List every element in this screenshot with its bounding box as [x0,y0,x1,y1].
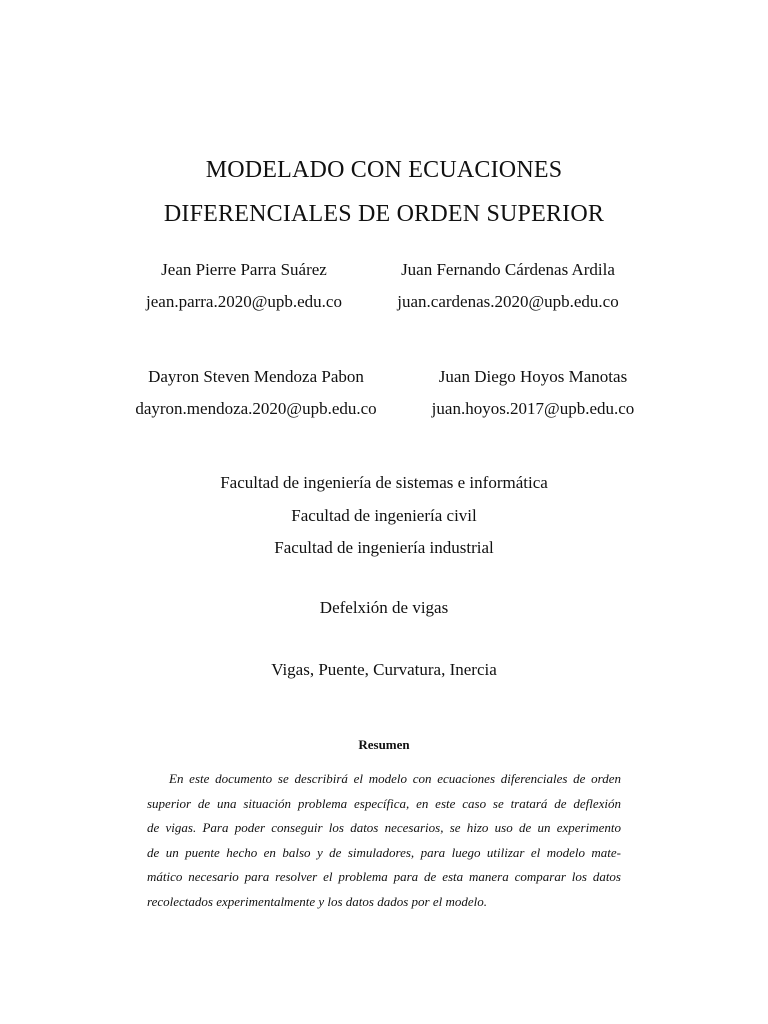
author-name: Juan Fernando Cárdenas Ardila [401,260,615,279]
affiliations [0,467,768,565]
author-email: juan.hoyos.2017@upb.edu.co [431,399,635,418]
author-email: dayron.mendoza.2020@upb.edu.co [135,399,377,418]
affiliation-line: Facultad de ingeniería civil [291,505,477,525]
abstract-body [147,767,621,914]
abstract-line: recolectados experimentalmente y los datos dados por el modelo. [147,893,487,909]
abstract-line: de un puente hecho en balso y de simuladores, para luego utilizar el modelo mate- [147,844,621,860]
paper-title [0,148,768,236]
author-block-3 [110,361,402,425]
author-block-2 [380,254,636,318]
author-email: jean.parra.2020@upb.edu.co [146,292,342,311]
affiliation-line: Facultad de ingeniería industrial [274,538,494,557]
title-line-2: DIFERENCIALES DE ORDEN SUPERIOR [163,201,605,227]
paper-keywords: Vigas, Puente, Curvatura, Inercia [271,660,497,679]
author-name: Dayron Steven Mendoza Pabon [148,367,364,386]
affiliation-line: Facultad de ingeniería de sistemas e informática [220,473,548,492]
author-name: Jean Pierre Parra Suárez [161,260,327,279]
author-block-4 [410,361,656,425]
author-email: juan.cardenas.2020@upb.edu.co [397,292,619,311]
abstract-line: En este documento se describirá el modelo con ecuaciones diferenciales de orden [169,771,621,786]
abstract-line: de vigas. Para poder conseguir los datos necesarios, se hizo uso de un experimento [147,820,621,835]
abstract-line: mático necesario para resolver el problema para de esta manera comparar los datos [147,869,621,884]
author-block-1 [124,254,364,318]
title-line-1: MODELADO CON ECUACIONES [205,157,563,183]
author-name: Juan Diego Hoyos Manotas [438,367,628,386]
paper-topic: Defelxión de vigas [319,598,449,617]
abstract-line: superior de una situación problema específica, en este caso se tratará de deflexión [147,795,621,811]
abstract-heading: Resumen [358,737,410,752]
